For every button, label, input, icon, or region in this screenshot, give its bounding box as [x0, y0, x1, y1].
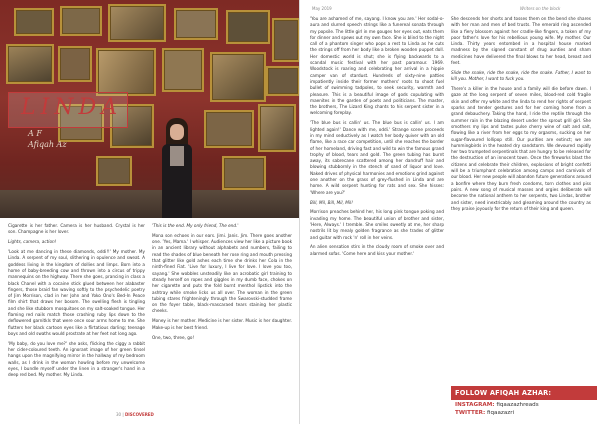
instagram-handle[interactable]: fiqaazazhreads: [496, 402, 539, 408]
right-column-2: She descends her shorts and tosses them on the bend she shares with her man and men of bed trusts. The emerald ring ascended like a fiery blossom against her cradle-like fingers, a token of my poor father's love for his rebellious young wife. My mother. Our Linda. Thirty years entombed in a hospital house marked madness by the signed constant of drug aunties and sham medicines have delivered the final blows to her head, breast and feet. Slide the snake, ride the snake, ride the snake. Father, I want to kill you. Mother, I want to fuck you. There's a killer in the house and a family will die before dawn. I gaze at the long serpent of seven miles, blood-red cold fragile skin and offer my white and the linda to rend her rights of serpent sparks and tender gestures and for her coming home from a grand debauchery. Taking the hand, I ride the reptile through the summer rain in the blazing desert under the sprout grill girl. She smothers my lips and tastes pulse cherry wine of salt and salt, flowing like a river from her eggs to my orgasms, sucking on her sugar-flavoured lollipop still. Our purities are extinct; we are hummingbirds in the heated dry sandstorm. We devoured rapidly her two trumpeted serpentinals that are hungry to be released for the destruction of an innocent town. Once the fireworks blast the citizens and celebrate their children, explosions of bright confetti will be a triumphant celebration among camps and carnivals of our blood. Her new people will abandon future generations around a bonfire where they burn fresh condoms, torn clothes and piss pairs. A new song of musical masses and orgies deliberate will become the national anthem to her serpents, two Lindas, brother and sister, need inextricably and gleaming around the country as they praise joyously for the return of their king and queen.: [451, 16, 591, 211]
painting: [226, 10, 270, 44]
painting: [174, 8, 218, 40]
painting: [108, 4, 166, 42]
gallery-photo: [0, 0, 300, 218]
author-social-box: [451, 386, 597, 419]
painting: [266, 66, 300, 96]
instagram-line: INSTAGRAM: fiqaazazhreads: [455, 402, 539, 408]
article-title: LINDA: [21, 95, 123, 120]
painting: [96, 156, 132, 186]
twitter-line: TWITTER: fiqaazazri: [455, 410, 515, 416]
painting: [210, 52, 266, 102]
painting: [272, 18, 300, 62]
left-column-1: Cigarette is her father. Camera is her husband. Crystal is her son. Champagne is her lover. Lights, camera, action! 'Look at me dancing in these diamonds, oddi!!' My mother. My Linda. A serpent of my soul, slithering in opulence and sweat. A goddess living in the kingdom of dollies and limps. Born into a home of baby-breeding cow and thrown into a circus of trippy mannequins on the highway. There she goes, prancing in class a black Chanel with a cocaine stick glued between her alabaster fingers, those braid fan waving softly to the psychedelic poetry of Jim Morrison, clad in her John and Yoko Ono's Bed-In Peace film shirt that draws her bosom. The swelling flesh is tingling and she like stubborn mosquitoes on my salt-soaked tongue. Her flaming red nails match those crashing ruby lips down to the deflowered garnitkls that were once sour arms home to me. She flutters her black cartoon eyes like a flirtatious darling; teenage boys and old swaths would prostrate at her feet not long ago. 'My baby, do you love me?' she asks, flicking the ciggy a rabbit her cider-coloured teeth. An ignorant image of her green tinsel hangs upon the magnifying mirror in the hallway of my bedroom walls, as I drink in the woman howling before my unwelcome eyes, I bundle myself under the linen in a stranger's hand in a deep red bed. My mother. My Linda.: [8, 223, 145, 378]
painting: [258, 104, 296, 152]
painting: [6, 44, 54, 84]
painting: [60, 6, 102, 36]
left-page-folio: 30 | DISCOVERED: [116, 412, 154, 417]
right-column-1: 'You are ashamed of me, sayang. I know you are.' Her sodal-o-aura and slurred speech strings like a funereal sonata through my popsile. The little girl in me gouges her eyes out, eats them for dinner and spews out my own face. She is blind to the night call of a phantom singer who pops a rest to Linda as he cuts the strings off from her body like a broken wooden puppet doll. Her domestic world is shut; she is flying backwards to a scandal music festival with her past paramour. 1969. Woodstock is roaring and celebrating her arrival in a hippie camper van of stardust. Hundreds of sixty-nine patties impatiently inside their former mothers' roots to shoot fuel bullet of swimming tadpoles, to seek security, warmth and pleasure. This is a beautiful image of gods copulating with maenites in the garden of poets and politicians. The master, the brothers, The Lizard King chants to his serpent sister in a welcoming foreplay. 'The blue bus is callin' us. The blue bus is callin' us. I am lighted again!' Dance with me, oddi.' Strange scene proceeds in my mind seductively as I watch her body quiver with an old flame, like a race car competition, until she reaches the border of her homeland, driving fast and wild to win the famous grand trophy of blood, tears and gold. The green tubing has burnt away, its sabrecane scattered among her dandruff hair and blowing stubbornly in the stench of sand of liquor and love. Naked drives of physical harmonies and emotions grind against one another on the grass of grey-flushed in Linda and are home. A wild serpent hunting for rats and sex. She hisses: 'Where are you?' Bill, Mil, Bill, Mil, Mil! Morrison preaches behind her, his long pink tongue poking and invading my home. The beautiful union of brother and sister, 'Here, Always.' I tremble. She smiles sweetly at me, her sharp nostrils lit by mealy golden fragrance as she trades of glitter and guitar with rock 'n' roll in her veins. An alien sensation stirs in the cloudy room of smoke over and alarmed sofas. 'Come here and kiss your mother.': [310, 16, 444, 256]
woman-figure: [160, 118, 194, 218]
gallery-floor: [0, 190, 300, 218]
painting: [222, 156, 266, 190]
right-page: [300, 0, 600, 424]
left-column-2: 'This is the end. My only friend, The end.' Mona son echoes in our ears. Jimi. Janis. Jim. There goes another one. 'Yes, Mama.' I whisper. Audiences view her like a picture book in an ancient library without alphabets and numbers, failing to read the shades of blue beneath her rose ring and mouth pressing that glitter like gold ashes each time she drinks her Cola in the ninth-fined Fiat. 'Live for luxury, I live for love. I love you too, sayang.' She wobbles unsteadily like an acrobatic girl training to steady herself on ropes and giggles in my dumb face, chokes on her cigarette and puts the fold burnt menthol lipstick into the ashtray while smoke licks us all over. The woman in the green tubing stares frighteningly through the Swarovski-studded frame on the foyer table, black-mascaraed tears staining her plastic cheeks. Money is her mother. Medicine is her sister. Music is her daughter. Make-up is her best friend. One, two, three, go!: [152, 223, 292, 340]
painting: [14, 8, 54, 36]
right-page-date: May 2019: [312, 6, 332, 11]
byline: A F Afiqah Az: [28, 129, 67, 149]
painting: [58, 46, 92, 82]
right-page-section: Writers on the block: [520, 6, 561, 11]
twitter-handle[interactable]: fiqaazazri: [486, 410, 515, 416]
painting: [204, 110, 254, 148]
painting: [162, 48, 204, 92]
follow-heading: FOLLOW AFIQAH AZHAR:: [451, 386, 597, 400]
title-box: [8, 92, 128, 128]
painting: [96, 48, 156, 96]
